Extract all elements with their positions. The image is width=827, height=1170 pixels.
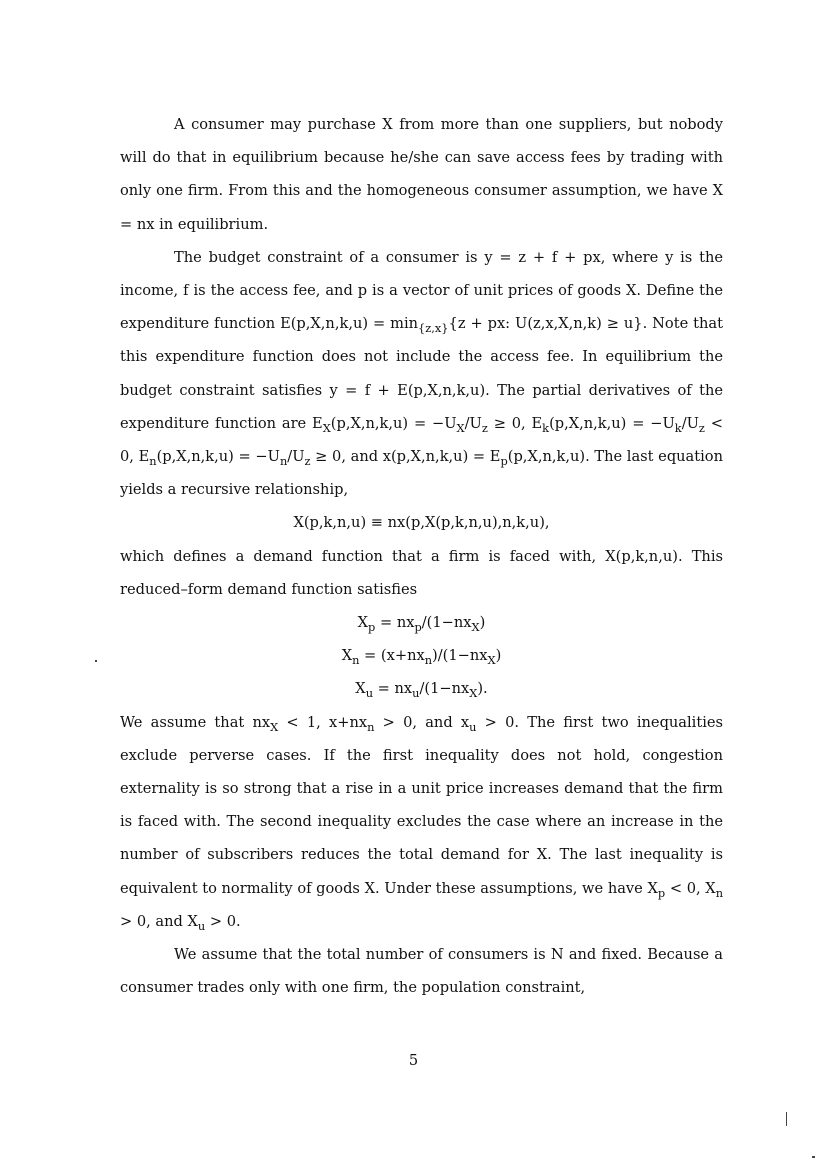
equation-block-derivatives xyxy=(120,606,723,706)
p2-sub-i: n xyxy=(279,454,288,469)
equation-xu xyxy=(120,672,723,705)
equation-xp xyxy=(120,606,723,639)
p2-sub-e: k xyxy=(542,420,550,435)
eq3-b-sub: u xyxy=(412,686,420,701)
eq2-b: = (x+nx xyxy=(359,647,425,665)
p4-sub-b: n xyxy=(367,719,375,734)
page-body xyxy=(120,108,723,1004)
p4-sub-d: p xyxy=(657,885,666,900)
p2-sub-d: z xyxy=(481,420,488,435)
p4-text-b: < 1, x+nx xyxy=(278,713,368,731)
eq3-d: ). xyxy=(477,680,488,698)
eq2-c: )/(1−nx xyxy=(432,647,488,665)
p2-text-g: /U xyxy=(681,414,699,432)
p2-text-f: (p,X,n,k,u) = −U xyxy=(549,414,675,432)
eq1-b-sub: p xyxy=(414,620,422,635)
p2-text-e: ≥ 0, E xyxy=(487,414,543,432)
eq1-b: = nx xyxy=(375,614,415,632)
eq2-c-sub: X xyxy=(487,653,496,668)
p2-text-b: {z + px: U(z,x,X,n,k) ≥ u}. Note that this expenditure function does not include the access fee. In equilibrium the budget constraint satisfies y = f + E(p,X,n,k,u). The partial derivatives of the expenditure function are E xyxy=(120,315,723,432)
p4-text-e: < 0, X xyxy=(665,879,716,897)
p2-text-j: /U xyxy=(287,448,305,466)
p2-text-d: /U xyxy=(464,414,482,432)
p2-text-a: The budget constraint of a consumer is y = z + f + px, where y is the income, f is the access fee, and p is a vector of unit prices of goods X. Define the expenditure function E(p,X,n,k,u) = min xyxy=(120,248,723,333)
eq1-c: /(1−nx xyxy=(421,614,472,632)
p4-sub-a: X xyxy=(270,719,279,734)
p2-text-h: < 0, E xyxy=(120,414,723,466)
p4-sub-f: u xyxy=(197,918,206,933)
eq3-c-sub: X xyxy=(469,686,478,701)
p4-text-a: We assume that nx xyxy=(120,713,271,731)
scan-speck xyxy=(812,1156,815,1158)
equation-xn xyxy=(120,639,723,672)
eq1-a-sub: p xyxy=(368,620,376,635)
p4-sub-c: u xyxy=(469,719,477,734)
paragraph-5: We assume that the total number of consumers is N and fixed. Because a consumer trades only with one firm, the population constraint, xyxy=(120,946,723,997)
eq2-a: X xyxy=(341,647,353,665)
eq2-b-sub: n xyxy=(424,653,433,668)
paragraph-4 xyxy=(120,706,723,938)
eq1-c-sub: X xyxy=(471,620,480,635)
p2-sub-j: z xyxy=(304,454,311,469)
p4-sub-e: n xyxy=(715,885,724,900)
eq3-b: = nx xyxy=(373,680,413,698)
scan-speck xyxy=(95,660,97,662)
paragraph-1: A consumer may purchase X from more than one suppliers, but nobody will do that in equilibrium because he/she can save access fees by trading with only one firm. From this and the homogeneous consumer assumption, we have X = nx in equilibrium. xyxy=(120,116,723,233)
scan-speck xyxy=(786,1112,787,1126)
eq3-a-sub: u xyxy=(365,686,374,701)
paragraph-3: which defines a demand function that a firm is faced with, X(p,k,n,u). This reduced–form demand function satisfies xyxy=(120,547,723,598)
p2-sub-h: n xyxy=(149,454,157,469)
eq1-d: ) xyxy=(479,614,486,632)
eq2-a-sub: n xyxy=(352,653,360,668)
p2-sub-a: {z,x} xyxy=(418,321,449,336)
eq2-d: ) xyxy=(495,647,502,665)
eq3-c: /(1−nx xyxy=(419,680,470,698)
p2-sub-f: k xyxy=(674,420,682,435)
p4-text-d: > 0. The first two inequalities exclude perverse cases. If the first inequality does not hold, congestion externality is so strong that a rise in a unit price increases demand that the firm is faced with. The second inequality excludes the case where an increase in the number of subscribers reduces the total demand for X. The last inequality is equivalent to normality of goods X. Under these assumptions, we have X xyxy=(120,713,723,897)
paragraph-2 xyxy=(120,241,723,507)
p4-text-c: > 0, and x xyxy=(374,713,470,731)
p4-text-g: > 0. xyxy=(205,912,241,930)
eq1-a: X xyxy=(357,614,369,632)
page-number: 5 xyxy=(408,1052,419,1069)
equation-recursive: X(p,k,n,u) ≡ nx(p,X(p,k,n,u),n,k,u), xyxy=(293,514,550,532)
p2-sub-b: X xyxy=(322,420,331,435)
p2-text-c: (p,X,n,k,u) = −U xyxy=(330,414,457,432)
p2-sub-g: z xyxy=(698,420,705,435)
eq3-a: X xyxy=(355,680,366,698)
p2-text-l: (p,X,n,k,u). The last equation yields a recursive relationship, xyxy=(120,448,723,499)
p2-text-k: ≥ 0, and x(p,X,n,k,u) = E xyxy=(310,448,501,466)
p2-sub-c: X xyxy=(456,420,465,435)
p4-text-f: > 0, and X xyxy=(120,912,198,930)
p2-sub-k: p xyxy=(500,454,508,469)
p2-text-i: (p,X,n,k,u) = −U xyxy=(156,448,280,466)
